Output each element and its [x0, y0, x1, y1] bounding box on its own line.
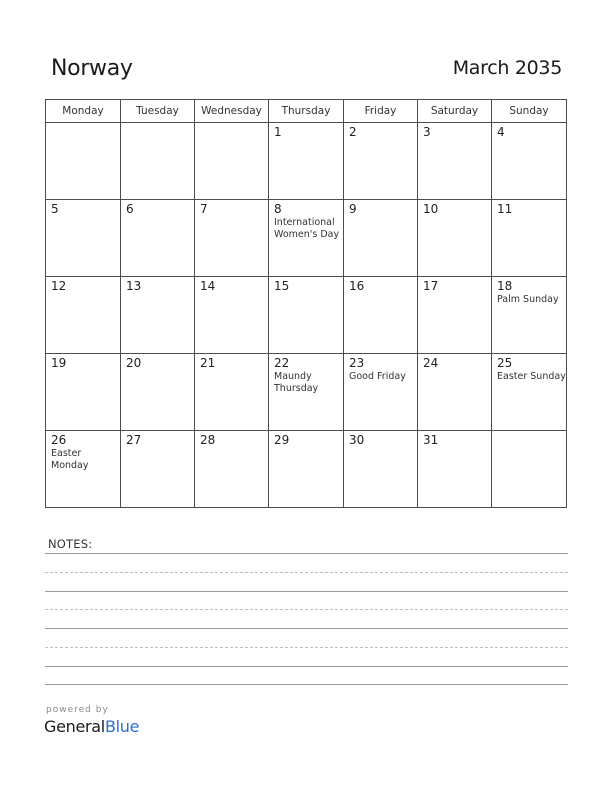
day-cell-content — [344, 200, 417, 216]
day-cell — [492, 354, 567, 431]
notes-line — [45, 684, 568, 685]
day-cell — [344, 200, 418, 277]
weekday-saturday: Saturday — [418, 100, 492, 123]
day-cell-content — [121, 123, 194, 125]
day-cell-content — [46, 277, 120, 293]
day-cell-content — [195, 123, 268, 125]
day-cell — [195, 431, 269, 508]
day-cell-content — [195, 431, 268, 447]
day-number: 22 — [274, 356, 290, 370]
country-title: Norway — [51, 56, 133, 81]
holiday-label: Palm Sunday — [497, 294, 559, 305]
day-cell-content — [269, 431, 343, 447]
day-cell-content — [492, 431, 566, 433]
day-cell-content — [195, 354, 268, 370]
day-number: 7 — [200, 202, 208, 216]
day-cell — [418, 123, 492, 200]
day-cell-content — [492, 200, 566, 216]
day-number: 5 — [51, 202, 59, 216]
calendar-grid — [45, 99, 567, 508]
day-cell — [269, 354, 344, 431]
day-cell — [269, 200, 344, 277]
day-cell-content — [344, 277, 417, 293]
day-number: 26 — [51, 433, 67, 447]
notes-line — [45, 572, 568, 573]
logo-general-text: General — [44, 717, 105, 736]
day-cell-content — [46, 431, 120, 472]
day-cell-content — [418, 431, 491, 447]
day-cell — [121, 200, 195, 277]
day-number: 18 — [497, 279, 513, 293]
day-number: 20 — [126, 356, 142, 370]
logo-blue-text: Blue — [104, 717, 140, 736]
powered-by-text: powered by — [46, 705, 109, 715]
day-cell-content — [269, 354, 343, 395]
day-cell — [195, 354, 269, 431]
day-number: 6 — [126, 202, 134, 216]
day-cell-content — [344, 123, 417, 139]
day-cell — [121, 123, 195, 200]
day-cell-content — [418, 277, 491, 293]
day-cell — [344, 431, 418, 508]
day-cell — [46, 123, 121, 200]
notes-line — [45, 553, 568, 554]
day-number: 30 — [349, 433, 365, 447]
day-number: 10 — [423, 202, 439, 216]
day-number: 21 — [200, 356, 216, 370]
day-number: 8 — [274, 202, 282, 216]
day-cell — [269, 277, 344, 354]
day-cell-content — [121, 354, 194, 370]
day-cell — [46, 354, 121, 431]
day-cell — [46, 200, 121, 277]
day-cell — [344, 123, 418, 200]
holiday-label: Good Friday — [349, 371, 406, 382]
day-number: 1 — [274, 125, 282, 139]
notes-line — [45, 666, 568, 667]
weekday-sunday: Sunday — [492, 100, 567, 123]
notes-line — [45, 591, 568, 592]
day-cell — [46, 277, 121, 354]
notes-line — [45, 609, 568, 610]
day-number: 4 — [497, 125, 505, 139]
notes-label: NOTES: — [48, 537, 93, 551]
day-number: 12 — [51, 279, 67, 293]
day-cell-content — [492, 354, 566, 383]
day-cell-content — [492, 277, 566, 306]
day-number: 3 — [423, 125, 431, 139]
day-cell-content — [269, 277, 343, 293]
day-cell-content — [46, 354, 120, 370]
day-cell — [344, 277, 418, 354]
week-row — [46, 431, 567, 508]
day-cell — [492, 277, 567, 354]
weekday-friday: Friday — [344, 100, 418, 123]
week-row — [46, 123, 567, 200]
day-number: 15 — [274, 279, 290, 293]
day-cell — [492, 200, 567, 277]
day-cell — [269, 431, 344, 508]
day-number: 27 — [126, 433, 142, 447]
weekday-wednesday: Wednesday — [195, 100, 269, 123]
day-cell-content — [418, 200, 491, 216]
day-cell — [195, 123, 269, 200]
day-cell-content — [269, 123, 343, 139]
day-cell-content — [418, 354, 491, 370]
day-number: 14 — [200, 279, 216, 293]
day-number: 23 — [349, 356, 365, 370]
day-number: 17 — [423, 279, 439, 293]
holiday-label: International Women's Day — [274, 217, 340, 240]
day-number: 13 — [126, 279, 142, 293]
day-cell — [418, 200, 492, 277]
day-cell-content — [121, 277, 194, 293]
day-cell — [492, 431, 567, 508]
day-number: 16 — [349, 279, 365, 293]
notes-line — [45, 628, 568, 629]
day-number: 24 — [423, 356, 439, 370]
day-cell — [195, 277, 269, 354]
day-number: 28 — [200, 433, 216, 447]
month-year-title: March 2035 — [452, 57, 562, 79]
day-cell-content — [418, 123, 491, 139]
weekday-tuesday: Tuesday — [121, 100, 195, 123]
weekday-monday: Monday — [46, 100, 121, 123]
holiday-label: Easter Sunday — [497, 371, 566, 382]
day-number: 29 — [274, 433, 290, 447]
day-number: 25 — [497, 356, 513, 370]
day-cell-content — [344, 354, 417, 383]
day-cell-content — [195, 200, 268, 216]
day-cell-content — [46, 123, 120, 125]
day-cell-content — [121, 200, 194, 216]
day-cell-content — [46, 200, 120, 216]
week-row — [46, 354, 567, 431]
day-cell — [418, 354, 492, 431]
day-cell — [344, 354, 418, 431]
day-cell — [46, 431, 121, 508]
holiday-label: Maundy Thursday — [274, 371, 319, 394]
day-cell — [121, 277, 195, 354]
day-cell — [269, 123, 344, 200]
day-cell — [121, 354, 195, 431]
week-row — [46, 277, 567, 354]
day-cell-content — [195, 277, 268, 293]
day-cell-content — [121, 431, 194, 447]
generalblue-logo — [44, 717, 139, 736]
day-cell — [195, 200, 269, 277]
day-number: 11 — [497, 202, 513, 216]
day-number: 19 — [51, 356, 67, 370]
notes-line — [45, 647, 568, 648]
weekday-thursday: Thursday — [269, 100, 344, 123]
day-cell-content — [269, 200, 343, 241]
day-cell — [121, 431, 195, 508]
day-cell-content — [344, 431, 417, 447]
holiday-label: Easter Monday — [51, 448, 89, 471]
day-number: 9 — [349, 202, 357, 216]
day-cell — [418, 431, 492, 508]
day-number: 31 — [423, 433, 439, 447]
day-cell — [418, 277, 492, 354]
day-number: 2 — [349, 125, 357, 139]
day-cell — [492, 123, 567, 200]
day-cell-content — [492, 123, 566, 139]
weekday-header-row — [46, 100, 567, 123]
week-row — [46, 200, 567, 277]
